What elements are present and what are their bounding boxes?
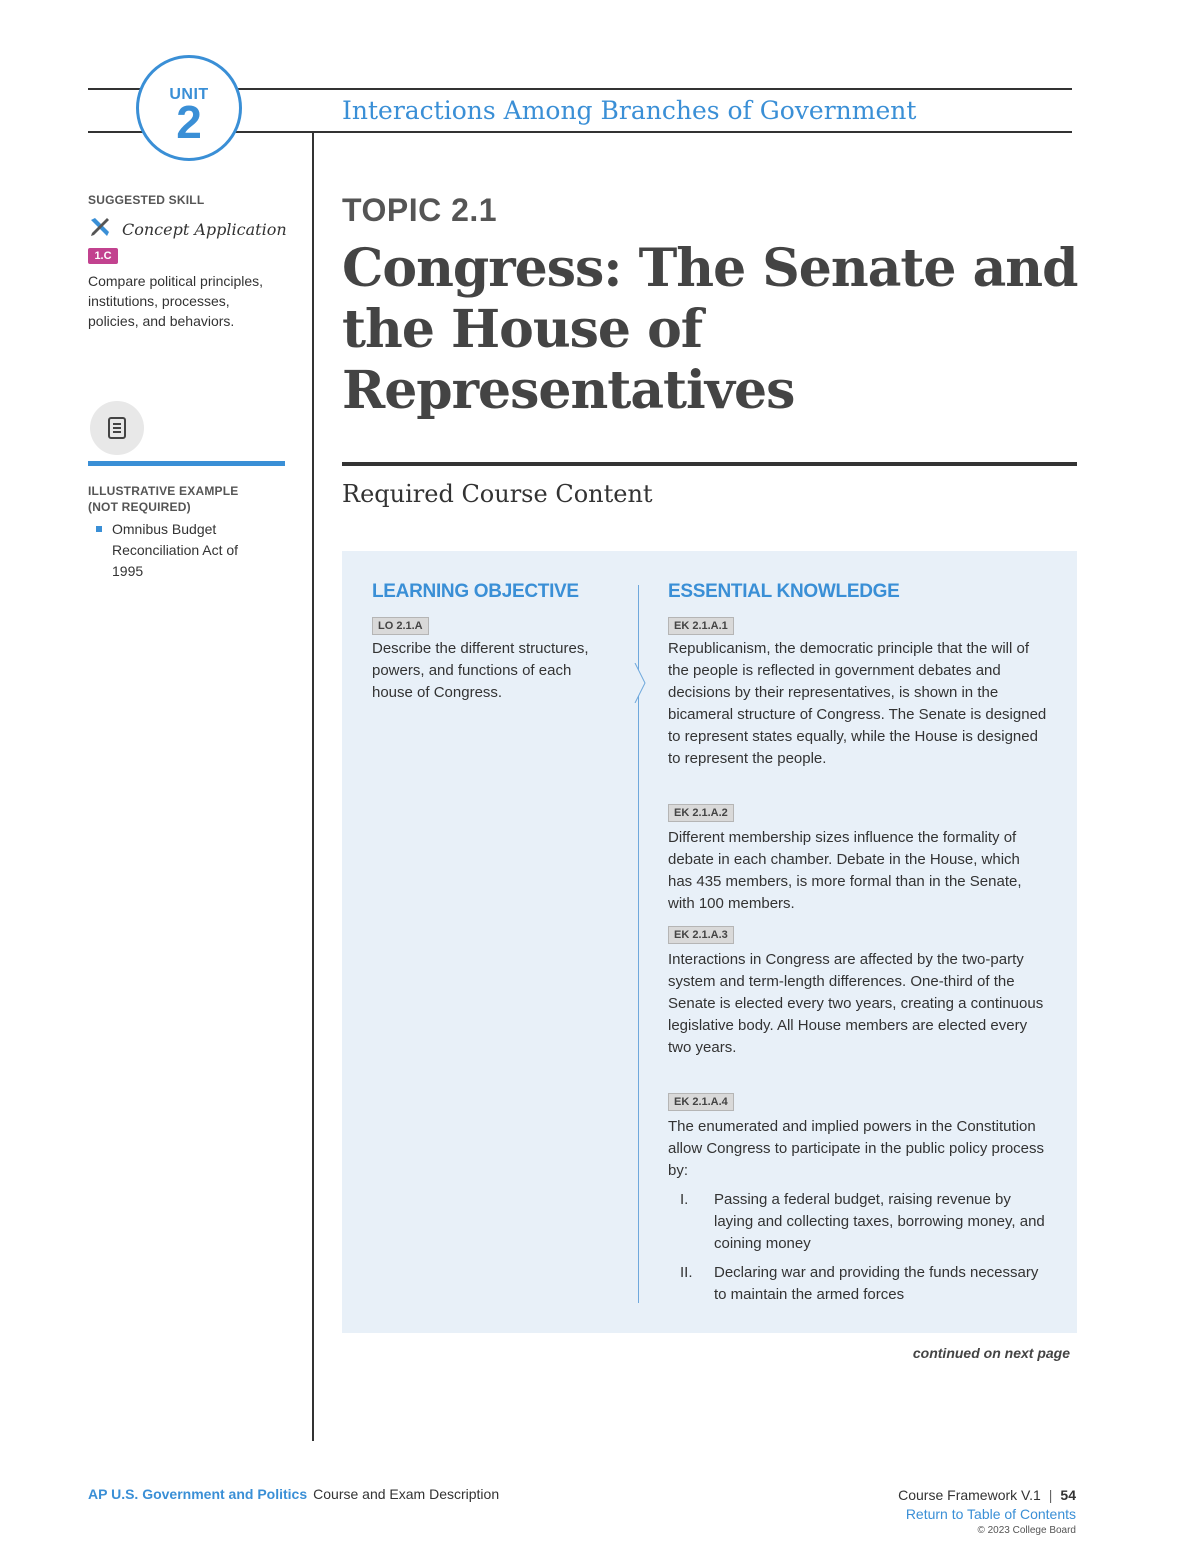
tools-icon xyxy=(88,215,112,244)
sidebar-rule xyxy=(88,461,285,466)
footer-separator: | xyxy=(1048,1487,1053,1503)
footer-right xyxy=(898,1486,1076,1538)
page-number: 54 xyxy=(1060,1487,1076,1503)
course-content-box xyxy=(342,551,1077,1333)
chevron-right-icon xyxy=(634,663,646,703)
illustrative-heading-line2: (NOT REQUIRED) xyxy=(88,500,191,514)
skill-code-badge: 1.C xyxy=(88,248,118,264)
list-item-number: II. xyxy=(680,1264,693,1281)
sidebar-divider xyxy=(312,133,314,1441)
ek-code-tag: EK 2.1.A.3 xyxy=(668,926,734,944)
topic-label: TOPIC 2.1 xyxy=(342,192,498,228)
unit-title: Interactions Among Branches of Government xyxy=(342,96,917,125)
unit-word: UNIT xyxy=(169,86,209,103)
unit-badge xyxy=(136,55,242,161)
section-title: Required Course Content xyxy=(342,480,653,508)
ek-text: Different membership sizes influence the formality of debate in each chamber. Debate in the House, which has 435 members, is more formal than in the Senate, with 100 members. xyxy=(668,829,1022,912)
title-rule xyxy=(342,462,1077,466)
lo-text: Describe the different structures, powers, and functions of each house of Congress. xyxy=(372,640,589,701)
ek-text: The enumerated and implied powers in the Constitution allow Congress to participate in the public policy process by: xyxy=(668,1118,1045,1179)
lo-code-tag: LO 2.1.A xyxy=(372,617,429,635)
skill-description: Compare political principles, institutions, processes, policies, and behaviors. xyxy=(88,273,264,329)
footer-brand: AP U.S. Government and Politics xyxy=(88,1486,308,1502)
footer-framework: Course Framework V.1 xyxy=(898,1487,1041,1503)
suggested-skill-heading: SUGGESTED SKILL xyxy=(88,193,205,207)
list-item-text: Declaring war and providing the funds necessary to maintain the armed forces xyxy=(714,1264,1039,1303)
list-item-number: I. xyxy=(680,1191,689,1208)
learning-objective-heading: LEARNING OBJECTIVE xyxy=(372,581,579,602)
list-item xyxy=(680,1262,1060,1306)
ek-text: Republicanism, the democratic principle that the will of the people is reflected in government debates and decisions by their representatives, is shown in the bicameral structure of Congress. The Senate is designed to represent states equally, while the House is designed to represent the people. xyxy=(668,640,1047,767)
ek-code-tag: EK 2.1.A.2 xyxy=(668,804,734,822)
continued-note: continued on next page xyxy=(912,1345,1070,1361)
copyright: © 2023 College Board xyxy=(977,1525,1076,1536)
document-icon xyxy=(90,401,144,455)
illustrative-heading-line1: ILLUSTRATIVE EXAMPLE xyxy=(88,484,239,498)
unit-number: 2 xyxy=(176,96,202,148)
illustrative-example-text: Omnibus Budget Reconciliation Act of 1995 xyxy=(112,521,239,579)
bullet-icon xyxy=(96,526,102,532)
ek-text: Interactions in Congress are affected by the two-party system and term-length differences. One-third of the Senate is elected every two years, creating a continuous legislative body. All House members are elected every two years. xyxy=(668,951,1044,1056)
essential-knowledge-heading: ESSENTIAL KNOWLEDGE xyxy=(668,581,900,602)
skill-row xyxy=(88,215,287,244)
page-title: Congress: The Senate and the House of Representatives xyxy=(342,238,1078,421)
table-of-contents-link[interactable]: Return to Table of Contents xyxy=(905,1506,1076,1522)
skill-name: Concept Application xyxy=(122,220,287,239)
illustrative-example-heading xyxy=(88,483,288,515)
footer-left xyxy=(88,1486,499,1502)
footer-page-line xyxy=(898,1486,1076,1505)
ek-code-tag: EK 2.1.A.1 xyxy=(668,617,734,635)
footer-description: Course and Exam Description xyxy=(313,1486,500,1502)
list-item xyxy=(680,1189,1060,1255)
ek-code-tag: EK 2.1.A.4 xyxy=(668,1093,734,1111)
list-item-text: Passing a federal budget, raising revenue by laying and collecting taxes, borrowing money, and coining money xyxy=(714,1191,1045,1252)
